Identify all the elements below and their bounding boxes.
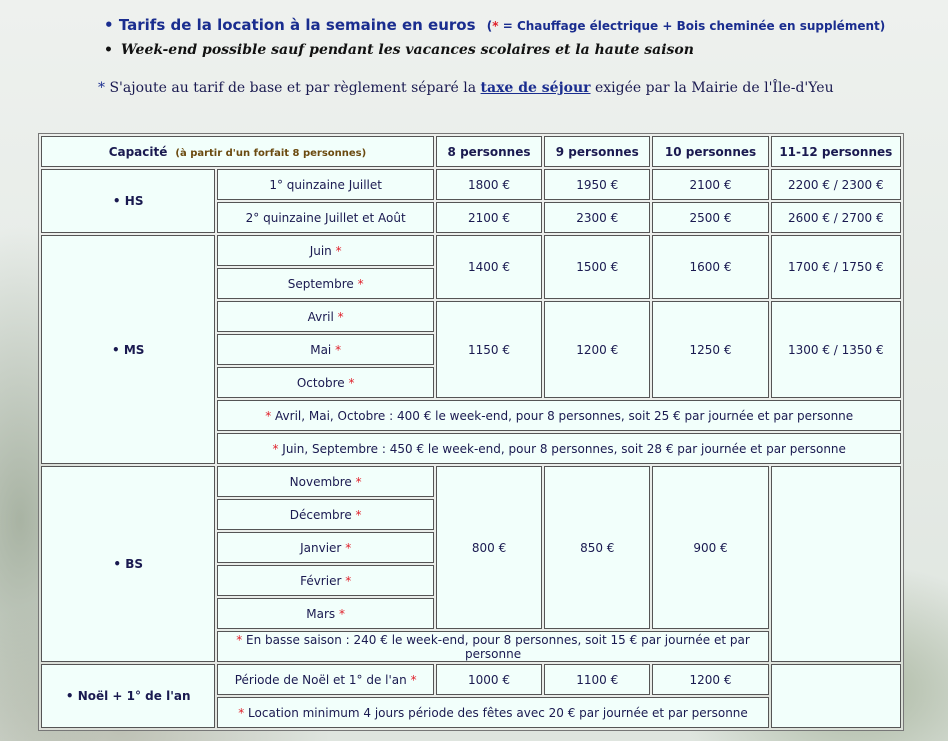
empty-cell: [771, 466, 901, 662]
period-cell: Octobre *: [217, 367, 434, 398]
table-row: [41, 664, 901, 695]
period-cell: Juin *: [217, 235, 434, 266]
tarifs-note: (* = Chauffage électrique + Bois cheminée en supplément): [486, 19, 886, 33]
price-cell: 1700 € / 1750 €: [771, 235, 901, 299]
price-cell: 1950 €: [544, 169, 650, 200]
taxe-de-sejour-link[interactable]: taxe de séjour: [480, 80, 591, 96]
intro-line-tarifs: [104, 16, 885, 34]
price-cell: 1200 €: [652, 664, 768, 695]
weekend-text: Week-end possible sauf pendant les vacances scolaires et la haute saison: [120, 42, 694, 58]
intro-line-weekend: [104, 42, 694, 58]
price-cell: 2200 € / 2300 €: [771, 169, 901, 200]
empty-cell: [771, 664, 901, 728]
period-cell: Novembre *: [217, 466, 434, 497]
bullet-icon: •: [104, 42, 113, 58]
season-noel: • Noël + 1° de l'an: [41, 664, 215, 728]
price-cell: 2500 €: [652, 202, 768, 233]
noel-note: * Location minimum 4 jours période des fêtes avec 20 € par journée et par personne: [217, 697, 768, 728]
period-cell: Mai *: [217, 334, 434, 365]
period-cell: Janvier *: [217, 532, 434, 563]
price-cell: 1250 €: [652, 301, 768, 398]
price-cell: 1200 €: [544, 301, 650, 398]
price-cell: 1300 € / 1350 €: [771, 301, 901, 398]
season-hs: • HS: [41, 169, 215, 233]
table-row: [41, 169, 901, 200]
ms-weekend-note-1: * Avril, Mai, Octobre : 400 € le week-end, pour 8 personnes, soit 25 € par journée et par personne: [217, 400, 901, 431]
ms-weekend-note-2: * Juin, Septembre : 450 € le week-end, pour 8 personnes, soit 28 € par journée et par personne: [217, 433, 901, 464]
period-cell: 1° quinzaine Juillet: [217, 169, 434, 200]
season-ms: • MS: [41, 235, 215, 464]
bullet-icon: •: [104, 16, 114, 34]
header-col-9: 9 personnes: [544, 136, 650, 167]
price-cell: 2100 €: [652, 169, 768, 200]
tarifs-table: [38, 133, 904, 731]
period-cell: 2° quinzaine Juillet et Août: [217, 202, 434, 233]
taxe-sejour-line: * S'ajoute au tarif de base et par règlement séparé la taxe de séjour exigée par la Mairie de l'Île-d'Yeu: [98, 80, 834, 96]
period-cell: Février *: [217, 565, 434, 596]
price-cell: 1500 €: [544, 235, 650, 299]
price-cell: 1400 €: [436, 235, 542, 299]
header-col-11-12: 11-12 personnes: [771, 136, 901, 167]
price-cell: 1800 €: [436, 169, 542, 200]
price-cell: 1000 €: [436, 664, 542, 695]
price-cell: 800 €: [436, 466, 542, 629]
price-cell: 2300 €: [544, 202, 650, 233]
price-cell: 1100 €: [544, 664, 650, 695]
header-capacity: Capacité (à partir d'un forfait 8 personnes): [41, 136, 434, 167]
tarifs-title: Tarifs de la location à la semaine en euros: [118, 16, 476, 34]
period-cell: Avril *: [217, 301, 434, 332]
table-row: [41, 466, 901, 497]
price-cell: 2100 €: [436, 202, 542, 233]
period-cell: Période de Noël et 1° de l'an *: [217, 664, 434, 695]
period-cell: Septembre *: [217, 268, 434, 299]
price-cell: 1150 €: [436, 301, 542, 398]
price-cell: 1600 €: [652, 235, 768, 299]
period-cell: Décembre *: [217, 499, 434, 530]
price-cell: 2600 € / 2700 €: [771, 202, 901, 233]
season-bs: • BS: [41, 466, 215, 662]
period-cell: Mars *: [217, 598, 434, 629]
price-cell: 850 €: [544, 466, 650, 629]
table-row: [41, 235, 901, 266]
header-col-10: 10 personnes: [652, 136, 768, 167]
header-col-8: 8 personnes: [436, 136, 542, 167]
price-cell: 900 €: [652, 466, 768, 629]
bs-weekend-note: * En basse saison : 240 € le week-end, pour 8 personnes, soit 15 € par journée et par personne: [217, 631, 768, 662]
